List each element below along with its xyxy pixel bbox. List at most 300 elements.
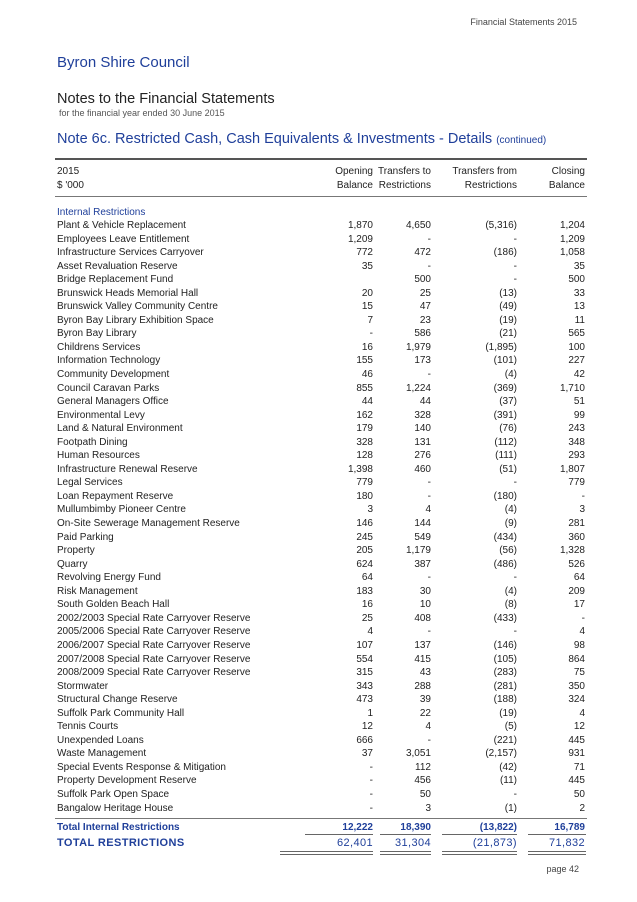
transfers-to: 112 xyxy=(415,761,431,773)
closing-balance: 779 xyxy=(568,477,585,489)
transfers-to: - xyxy=(427,233,431,245)
transfers-to: 30 xyxy=(419,585,431,597)
transfers-from: (4) xyxy=(504,504,517,516)
closing-balance: 350 xyxy=(568,680,585,692)
closing-balance: 4 xyxy=(579,626,585,638)
table-row xyxy=(57,219,586,233)
underline-closing xyxy=(528,834,586,835)
opening-balance: 15 xyxy=(361,301,373,313)
table-row xyxy=(57,653,586,667)
totals-top-rule xyxy=(55,818,587,819)
row-label: Plant & Vehicle Replacement xyxy=(57,220,186,231)
opening-balance: 183 xyxy=(356,585,373,597)
transfers-to: 43 xyxy=(419,667,431,679)
transfers-from: (391) xyxy=(493,409,517,421)
transfers-from: (76) xyxy=(499,423,517,435)
col-transfers-from-1: Transfers from xyxy=(452,166,517,177)
table-row xyxy=(57,409,586,423)
transfers-from: (21) xyxy=(499,328,517,340)
row-label: Waste Management xyxy=(57,748,147,760)
transfers-from: (1,895) xyxy=(485,341,517,353)
closing-balance: 13 xyxy=(573,301,585,313)
closing-balance: 71 xyxy=(573,761,585,773)
transfers-from: - xyxy=(513,477,517,489)
opening-balance: - xyxy=(369,802,373,814)
row-label: Land & Natural Environment xyxy=(57,423,183,435)
row-label: 2005/2006 Special Rate Carryover Reserve xyxy=(57,626,251,638)
transfers-to: 460 xyxy=(414,463,431,475)
column-header-row-1 xyxy=(57,166,586,177)
total-internal-closing: 16,789 xyxy=(554,822,585,833)
transfers-to: 173 xyxy=(414,355,431,367)
transfers-to: 1,179 xyxy=(405,545,431,557)
transfers-from: (111) xyxy=(495,450,517,462)
closing-balance: 1,710 xyxy=(559,382,585,394)
opening-balance: 16 xyxy=(361,341,373,353)
transfers-from: (112) xyxy=(494,436,517,448)
opening-balance: 554 xyxy=(356,653,373,665)
table-row xyxy=(57,327,586,341)
opening-balance: 44 xyxy=(361,396,373,408)
transfers-to: 1,224 xyxy=(405,382,431,394)
col-opening-1: Opening xyxy=(335,166,373,177)
transfers-to: 22 xyxy=(419,707,431,719)
opening-balance: 855 xyxy=(356,382,373,394)
transfers-to: 500 xyxy=(414,274,431,286)
table-row xyxy=(57,598,586,612)
table-row xyxy=(57,680,586,694)
col-transfers-to-1: Transfers to xyxy=(378,166,431,177)
closing-balance: 64 xyxy=(573,572,585,584)
row-label: Footpath Dining xyxy=(57,436,128,448)
transfers-to: 44 xyxy=(419,396,431,408)
table-row xyxy=(57,544,586,558)
table-row xyxy=(57,490,586,504)
transfers-from: (19) xyxy=(499,314,517,326)
opening-balance: 1 xyxy=(367,707,373,719)
section-title: Internal Restrictions xyxy=(57,207,146,218)
opening-balance: 473 xyxy=(356,694,373,706)
table-row xyxy=(57,422,586,436)
transfers-from: - xyxy=(513,274,517,286)
transfers-to: 25 xyxy=(419,287,431,299)
transfers-to: 23 xyxy=(419,314,431,326)
underline-to xyxy=(380,834,431,835)
row-label: Tennis Courts xyxy=(57,721,119,733)
transfers-from: (434) xyxy=(493,531,517,543)
row-label: Brunswick Heads Memorial Hall xyxy=(57,287,199,299)
table-row xyxy=(57,625,586,639)
transfers-to: 586 xyxy=(414,328,431,340)
table-row xyxy=(57,260,586,274)
double-underline-closing xyxy=(528,851,586,855)
opening-balance: - xyxy=(369,328,373,340)
transfers-to: 408 xyxy=(414,612,431,624)
closing-balance: 445 xyxy=(568,775,585,787)
restrictions-table xyxy=(57,219,586,815)
transfers-from: (9) xyxy=(504,518,517,530)
transfers-to: 3 xyxy=(425,802,431,814)
col-transfers-to-2: Restrictions xyxy=(378,180,431,191)
opening-balance: - xyxy=(369,775,373,787)
opening-balance: 162 xyxy=(356,409,373,421)
transfers-from: (188) xyxy=(493,694,517,706)
table-row xyxy=(57,287,586,301)
closing-balance: 348 xyxy=(568,436,585,448)
row-label: Risk Management xyxy=(57,585,138,597)
transfers-from: (186) xyxy=(493,247,517,259)
transfers-to: - xyxy=(427,369,431,381)
table-row xyxy=(57,368,586,382)
transfers-from: (8) xyxy=(504,599,517,611)
table-row xyxy=(57,585,586,599)
opening-balance: 37 xyxy=(361,748,373,760)
row-label: Revolving Energy Fund xyxy=(57,572,161,584)
transfers-from: (13) xyxy=(499,287,517,299)
table-row xyxy=(57,639,586,653)
transfers-to: 1,979 xyxy=(405,341,431,353)
total-internal-opening: 12,222 xyxy=(342,822,373,833)
transfers-to: 140 xyxy=(414,423,431,435)
opening-balance: 107 xyxy=(356,639,373,651)
opening-balance: 624 xyxy=(356,558,373,570)
opening-balance: 64 xyxy=(361,572,373,584)
transfers-to: 472 xyxy=(414,247,431,259)
table-row xyxy=(57,707,586,721)
row-label: Stormwater xyxy=(57,680,109,692)
transfers-from: - xyxy=(513,233,517,245)
opening-balance: 25 xyxy=(361,612,373,624)
transfers-to: - xyxy=(427,572,431,584)
row-label: Byron Bay Library Exhibition Space xyxy=(57,314,214,326)
opening-balance: 1,870 xyxy=(347,220,373,231)
opening-balance: 179 xyxy=(356,423,373,435)
opening-balance: 20 xyxy=(361,287,373,299)
transfers-from: (5) xyxy=(504,721,517,733)
row-label: Infrastructure Renewal Reserve xyxy=(57,463,198,475)
table-row xyxy=(57,612,586,626)
table-top-rule xyxy=(55,158,587,160)
transfers-to: 387 xyxy=(414,558,431,570)
transfers-from: (49) xyxy=(499,301,517,313)
row-label: Property Development Reserve xyxy=(57,775,197,787)
transfers-to: 50 xyxy=(419,788,431,800)
row-label: Property xyxy=(57,545,95,557)
row-label: 2008/2009 Special Rate Carryover Reserve xyxy=(57,667,251,679)
table-row xyxy=(57,436,586,450)
opening-balance: 46 xyxy=(361,369,373,381)
total-internal-to: 18,390 xyxy=(400,822,431,833)
closing-balance: 3 xyxy=(579,504,585,516)
row-label: Council Caravan Parks xyxy=(57,382,160,394)
transfers-to: 456 xyxy=(414,775,431,787)
transfers-from: (146) xyxy=(493,639,517,651)
row-label: Bridge Replacement Fund xyxy=(57,274,174,286)
opening-balance: 146 xyxy=(356,518,373,530)
transfers-from: (221) xyxy=(493,734,517,746)
closing-balance: 227 xyxy=(568,355,585,367)
table-row xyxy=(57,246,586,260)
table-row xyxy=(57,761,586,775)
transfers-from: (105) xyxy=(493,653,517,665)
row-label: Bangalow Heritage House xyxy=(57,802,174,814)
table-row xyxy=(57,314,586,328)
row-label: Quarry xyxy=(57,558,88,570)
transfers-from: (19) xyxy=(499,707,517,719)
transfers-from: (281) xyxy=(493,680,517,692)
transfers-to: 10 xyxy=(419,599,431,611)
table-row xyxy=(57,774,586,788)
column-header-row-2 xyxy=(57,180,586,191)
transfers-to: 131 xyxy=(414,436,431,448)
row-label: On-Site Sewerage Management Reserve xyxy=(57,518,240,530)
closing-balance: 209 xyxy=(568,585,585,597)
transfers-to: - xyxy=(427,626,431,638)
row-label: Legal Services xyxy=(57,477,123,489)
row-label: Environmental Levy xyxy=(57,409,145,421)
table-row xyxy=(57,233,586,247)
closing-balance: 526 xyxy=(568,558,585,570)
table-row xyxy=(57,693,586,707)
transfers-from: (37) xyxy=(499,396,517,408)
opening-balance: 180 xyxy=(356,490,373,502)
row-label: Brunswick Valley Community Centre xyxy=(57,301,218,313)
table-row xyxy=(57,531,586,545)
row-label: Mullumbimby Pioneer Centre xyxy=(57,504,186,516)
transfers-to: 3,051 xyxy=(405,748,431,760)
opening-balance: 315 xyxy=(356,667,373,679)
col-transfers-from-2: Restrictions xyxy=(464,180,517,191)
closing-balance: 1,807 xyxy=(559,463,585,475)
col-closing-2: Balance xyxy=(548,180,585,191)
table-row xyxy=(57,734,586,748)
closing-balance: 281 xyxy=(568,518,585,530)
opening-balance: 666 xyxy=(356,734,373,746)
closing-balance: 324 xyxy=(568,694,585,706)
opening-balance: 4 xyxy=(367,626,373,638)
row-label: 2002/2003 Special Rate Carryover Reserve xyxy=(57,612,251,624)
row-label: Employees Leave Entitlement xyxy=(57,233,190,245)
total-restrictions-closing: 71,832 xyxy=(548,837,585,849)
closing-balance: 360 xyxy=(568,531,585,543)
opening-balance: 16 xyxy=(361,599,373,611)
transfers-from: (2,157) xyxy=(485,748,517,760)
transfers-from: (56) xyxy=(499,545,517,557)
closing-balance: 2 xyxy=(579,802,585,814)
total-restrictions-row xyxy=(57,836,586,850)
transfers-to: 276 xyxy=(414,450,431,462)
row-label: Infrastructure Services Carryover xyxy=(57,247,204,259)
closing-balance: 11 xyxy=(574,314,585,326)
transfers-from: - xyxy=(513,260,517,272)
table-row xyxy=(57,720,586,734)
table-row xyxy=(57,382,586,396)
table-row xyxy=(57,463,586,477)
underline-from xyxy=(442,834,517,835)
organisation-name: Byron Shire Council xyxy=(57,54,190,71)
transfers-from: (5,316) xyxy=(485,220,517,231)
transfers-from: - xyxy=(513,572,517,584)
closing-balance: 931 xyxy=(568,748,585,760)
opening-balance: 155 xyxy=(356,355,373,367)
row-label: Special Events Response & Mitigation xyxy=(57,761,226,773)
row-label: Byron Bay Library xyxy=(57,328,137,340)
closing-balance: 293 xyxy=(568,450,585,462)
table-row xyxy=(57,395,586,409)
closing-balance: 51 xyxy=(573,396,585,408)
table-row xyxy=(57,517,586,531)
table-row xyxy=(57,747,586,761)
opening-balance: 35 xyxy=(361,260,373,272)
unit-label: $ '000 xyxy=(57,180,84,191)
opening-balance: 1,209 xyxy=(347,233,373,245)
transfers-from: (433) xyxy=(493,612,517,624)
closing-balance: 1,204 xyxy=(559,220,585,231)
transfers-to: 144 xyxy=(414,518,431,530)
opening-balance: 1,398 xyxy=(347,463,373,475)
closing-balance: 75 xyxy=(573,667,585,679)
closing-balance: 35 xyxy=(573,260,585,272)
table-row xyxy=(57,476,586,490)
double-underline-opening xyxy=(280,851,373,855)
transfers-to: 415 xyxy=(414,653,431,665)
transfers-from: - xyxy=(513,788,517,800)
closing-balance: 98 xyxy=(573,639,585,651)
row-label: Suffolk Park Open Space xyxy=(57,788,170,800)
closing-balance: 1,328 xyxy=(559,545,585,557)
row-label: 2006/2007 Special Rate Carryover Reserve xyxy=(57,639,251,651)
table-row xyxy=(57,449,586,463)
transfers-from: (4) xyxy=(504,369,517,381)
row-label: Suffolk Park Community Hall xyxy=(57,707,185,719)
closing-balance: 12 xyxy=(573,721,585,733)
closing-balance: 4 xyxy=(579,707,585,719)
transfers-from: - xyxy=(513,626,517,638)
row-label: Information Technology xyxy=(57,355,161,367)
transfers-from: (180) xyxy=(493,490,517,502)
closing-balance: 864 xyxy=(568,653,585,665)
table-row xyxy=(57,558,586,572)
table-row xyxy=(57,273,586,287)
opening-balance: 7 xyxy=(367,314,373,326)
table-row xyxy=(57,503,586,517)
row-label: Childrens Services xyxy=(57,341,141,353)
row-label: 2007/2008 Special Rate Carryover Reserve xyxy=(57,653,251,665)
transfers-from: (1) xyxy=(504,802,517,814)
table-row xyxy=(57,802,586,816)
closing-balance: 99 xyxy=(573,409,585,421)
transfers-to: 4,650 xyxy=(405,220,431,231)
row-label: Structural Change Reserve xyxy=(57,694,178,706)
row-label: South Golden Beach Hall xyxy=(57,599,170,611)
row-label: Human Resources xyxy=(57,450,140,462)
transfers-to: 328 xyxy=(414,409,431,421)
transfers-to: - xyxy=(427,490,431,502)
note-continued: (continued) xyxy=(496,135,547,146)
closing-balance: 565 xyxy=(568,328,585,340)
double-underline-to xyxy=(380,851,431,855)
underline-opening xyxy=(305,834,373,835)
transfers-to: 39 xyxy=(419,694,431,706)
total-restrictions-to: 31,304 xyxy=(394,837,431,849)
total-restrictions-opening: 62,401 xyxy=(336,837,373,849)
transfers-from: (51) xyxy=(499,463,517,475)
header-bottom-rule xyxy=(55,196,587,197)
total-restrictions-label: TOTAL RESTRICTIONS xyxy=(57,837,185,849)
row-label: Asset Revaluation Reserve xyxy=(57,260,178,272)
col-closing-1: Closing xyxy=(551,166,585,177)
opening-balance: 772 xyxy=(356,247,373,259)
notes-title: Notes to the Financial Statements xyxy=(57,91,275,107)
col-opening-2: Balance xyxy=(336,180,373,191)
transfers-to: 137 xyxy=(414,639,431,651)
table-row xyxy=(57,341,586,355)
closing-balance: 500 xyxy=(568,274,585,286)
total-internal-row xyxy=(57,821,586,835)
total-restrictions-from: (21,873) xyxy=(472,837,517,849)
note-heading-text: Note 6c. Restricted Cash, Cash Equivalents & Investments - Details xyxy=(57,131,493,147)
row-label: General Managers Office xyxy=(57,396,169,408)
transfers-to: 47 xyxy=(419,301,431,313)
note-heading xyxy=(57,131,546,147)
closing-balance: - xyxy=(581,490,585,502)
table-row xyxy=(57,354,586,368)
transfers-to: 549 xyxy=(414,531,431,543)
closing-balance: 100 xyxy=(568,341,585,353)
total-internal-label: Total Internal Restrictions xyxy=(57,822,180,833)
closing-balance: 1,058 xyxy=(559,247,585,259)
page-number: page 42 xyxy=(546,864,579,874)
document-header-title: Financial Statements 2015 xyxy=(470,17,577,27)
transfers-to: 288 xyxy=(414,680,431,692)
opening-balance: 343 xyxy=(356,680,373,692)
row-label: Unexpended Loans xyxy=(57,734,144,746)
transfers-from: (4) xyxy=(504,585,517,597)
closing-balance: 42 xyxy=(573,369,585,381)
transfers-from: (101) xyxy=(493,355,517,367)
transfers-from: (283) xyxy=(493,667,517,679)
transfers-to: 4 xyxy=(425,504,431,516)
transfers-from: (11) xyxy=(499,775,517,787)
transfers-to: - xyxy=(427,260,431,272)
opening-balance: 205 xyxy=(356,545,373,557)
closing-balance: - xyxy=(581,612,585,624)
transfers-to: - xyxy=(427,477,431,489)
row-label: Loan Repayment Reserve xyxy=(57,490,174,502)
closing-balance: 445 xyxy=(568,734,585,746)
table-row xyxy=(57,571,586,585)
year-label: 2015 xyxy=(57,166,80,177)
opening-balance: 12 xyxy=(361,721,373,733)
row-label: Community Development xyxy=(57,369,170,381)
table-row xyxy=(57,788,586,802)
double-underline-from xyxy=(442,851,517,855)
opening-balance: 128 xyxy=(356,450,373,462)
opening-balance: 245 xyxy=(356,531,373,543)
opening-balance: - xyxy=(369,788,373,800)
transfers-to: 4 xyxy=(425,721,431,733)
row-label: Paid Parking xyxy=(57,531,114,543)
transfers-to: - xyxy=(427,734,431,746)
opening-balance: 3 xyxy=(367,504,373,516)
table-row xyxy=(57,666,586,680)
closing-balance: 243 xyxy=(568,423,585,435)
opening-balance: - xyxy=(369,761,373,773)
notes-subtitle: for the financial year ended 30 June 2015 xyxy=(59,108,225,118)
closing-balance: 50 xyxy=(573,788,585,800)
total-internal-from: (13,822) xyxy=(479,822,517,833)
transfers-from: (486) xyxy=(493,558,517,570)
